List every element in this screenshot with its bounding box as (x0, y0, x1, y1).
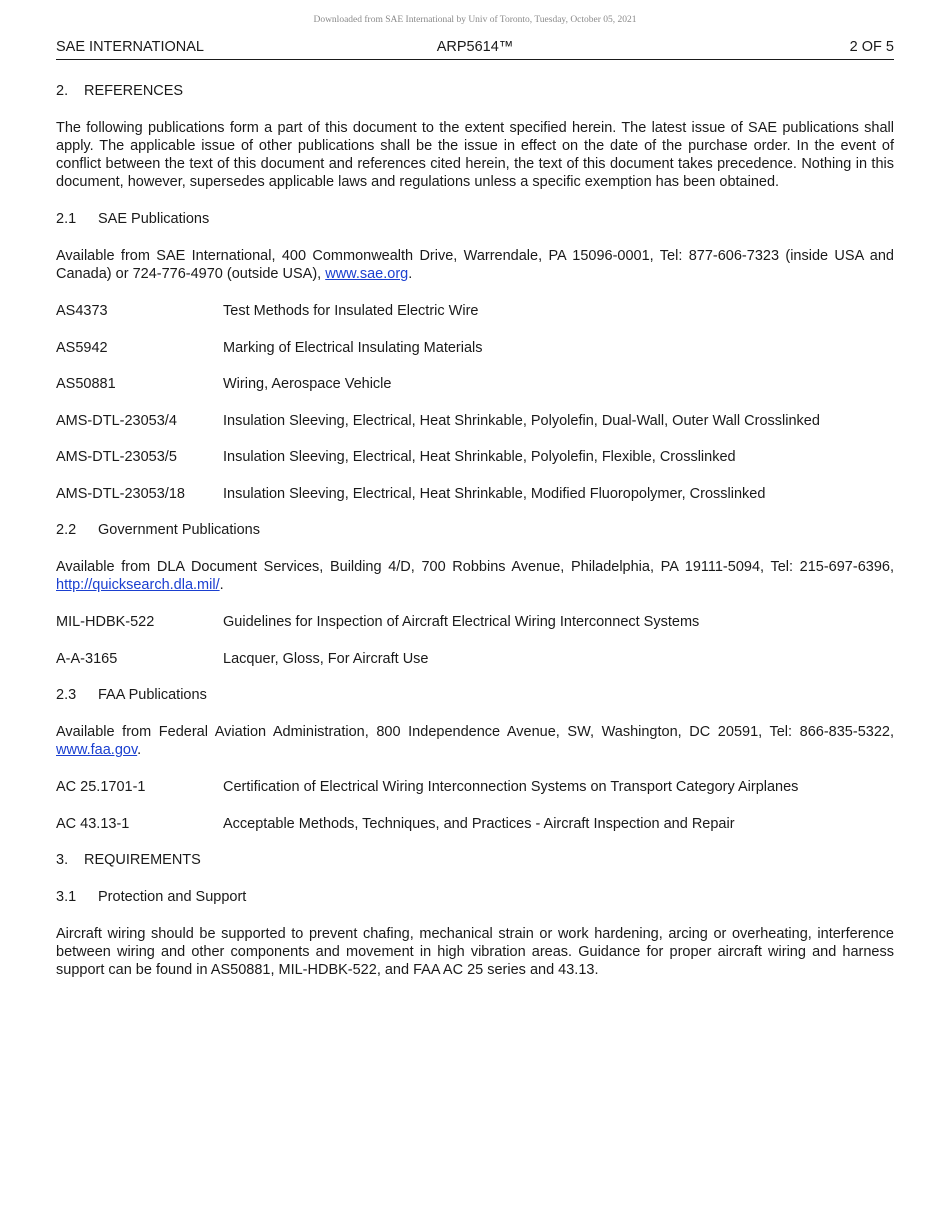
availability-text: Available from Federal Aviation Administration, 800 Independence Avenue, SW, Washington, DC 20591, Tel: 866-835-5322, (56, 724, 894, 740)
subsection-number: 2.1 (56, 211, 77, 227)
reference-row (56, 448, 894, 466)
subsection-heading-protection (56, 888, 894, 906)
subsection-title: Government Publications (98, 522, 260, 538)
reference-row (56, 412, 894, 430)
availability-end: . (219, 577, 224, 593)
availability-end: . (137, 742, 142, 758)
reference-code: AC 43.13-1 (56, 815, 130, 832)
reference-row (56, 778, 894, 796)
subsection-number: 3.1 (56, 889, 77, 905)
reference-row (56, 375, 894, 393)
reference-title: Insulation Sleeving, Electrical, Heat Shrinkable, Polyolefin, Flexible, Crosslinked (223, 449, 736, 465)
reference-code: AS50881 (56, 376, 116, 392)
reference-row (56, 613, 894, 631)
section-heading-references (56, 82, 894, 100)
dla-availability-paragraph (56, 558, 894, 594)
reference-code: AMS-DTL-23053/4 (56, 412, 177, 429)
reference-title: Wiring, Aerospace Vehicle (223, 376, 392, 392)
subsection-heading-faa (56, 686, 894, 704)
section-title: REQUIREMENTS (84, 852, 201, 868)
faa-website-link[interactable]: www.faa.gov (56, 742, 138, 758)
section-number: 2. (56, 83, 69, 99)
reference-row (56, 650, 894, 668)
sae-availability-paragraph (56, 247, 894, 283)
running-header (56, 39, 894, 60)
reference-title: Marking of Electrical Insulating Materials (223, 339, 483, 356)
subsection-title: SAE Publications (98, 211, 210, 227)
dla-quicksearch-link[interactable]: http://quicksearch.dla.mil/ (56, 577, 220, 593)
reference-code: MIL-HDBK-522 (56, 614, 155, 630)
reference-code: AMS-DTL-23053/18 (56, 485, 185, 502)
availability-text: Available from SAE International, 400 Commonwealth Drive, Warrendale, PA 15096-0001, Tel: 877-606-7323 (inside USA and Canada) or 724-776-4970 (outside USA), (56, 248, 894, 282)
reference-row (56, 339, 894, 357)
reference-row (56, 302, 894, 320)
reference-title: Test Methods for Insulated Electric Wire (223, 303, 479, 319)
header-organization: SAE INTERNATIONAL (56, 39, 204, 55)
section-title: REFERENCES (84, 83, 184, 99)
reference-code: A-A-3165 (56, 650, 118, 667)
sae-website-link[interactable]: www.sae.org (325, 266, 409, 282)
download-watermark: Downloaded from SAE International by Univ of Toronto, Tuesday, October 05, 2021 (313, 15, 637, 25)
header-page-number: 2 OF 5 (849, 39, 894, 55)
section-number: 3. (56, 852, 69, 868)
reference-code: AS4373 (56, 303, 108, 319)
reference-row (56, 815, 894, 833)
availability-end: . (408, 266, 413, 282)
reference-title: Certification of Electrical Wiring Interconnection Systems on Transport Category Airplanes (223, 779, 799, 795)
subsection-heading-government (56, 521, 894, 539)
protection-paragraph: Aircraft wiring should be supported to prevent chafing, mechanical strain or work hardening, arcing or overheating, interference between wiring and other components and movement in high vibration areas. Guidance for proper aircraft wiring and harness support can be found in AS50881, MIL-HDBK-522, and FAA AC 25 series and 43.13. (56, 926, 894, 978)
availability-text: Available from DLA Document Services, Building 4/D, 700 Robbins Avenue, Philadelphia, PA 19111-5094, Tel: 215-697-6396, (56, 559, 894, 575)
subsection-number: 2.3 (56, 687, 77, 703)
subsection-title: Protection and Support (98, 889, 247, 905)
reference-row (56, 485, 894, 503)
reference-title: Acceptable Methods, Techniques, and Practices - Aircraft Inspection and Repair (223, 815, 735, 832)
subsection-title: FAA Publications (98, 687, 207, 703)
document-body (56, 82, 894, 998)
reference-code: AMS-DTL-23053/5 (56, 449, 177, 465)
faa-availability-paragraph (56, 723, 894, 759)
references-intro-paragraph: The following publications form a part of this document to the extent specified herein. The latest issue of SAE publications shall apply. The applicable issue of other publications shall be the issue in effect on the date of the purchase order. In the event of conflict between the text of this document and references cited herein, the text of this document takes precedence. Nothing in this document, however, supersedes applicable laws and regulations unless a specific exemption has been obtained. (56, 120, 894, 190)
reference-title: Guidelines for Inspection of Aircraft Electrical Wiring Interconnect Systems (223, 614, 700, 630)
reference-title: Insulation Sleeving, Electrical, Heat Shrinkable, Polyolefin, Dual-Wall, Outer Wall Crosslinked (223, 412, 820, 429)
subsection-number: 2.2 (56, 522, 77, 538)
subsection-heading-sae (56, 210, 894, 228)
header-document-number: ARP5614™ (436, 39, 514, 55)
reference-code: AC 25.1701-1 (56, 779, 146, 795)
reference-title: Lacquer, Gloss, For Aircraft Use (223, 650, 429, 667)
reference-code: AS5942 (56, 339, 108, 356)
section-heading-requirements (56, 851, 894, 869)
reference-title: Insulation Sleeving, Electrical, Heat Shrinkable, Modified Fluoropolymer, Crosslinked (223, 485, 766, 502)
